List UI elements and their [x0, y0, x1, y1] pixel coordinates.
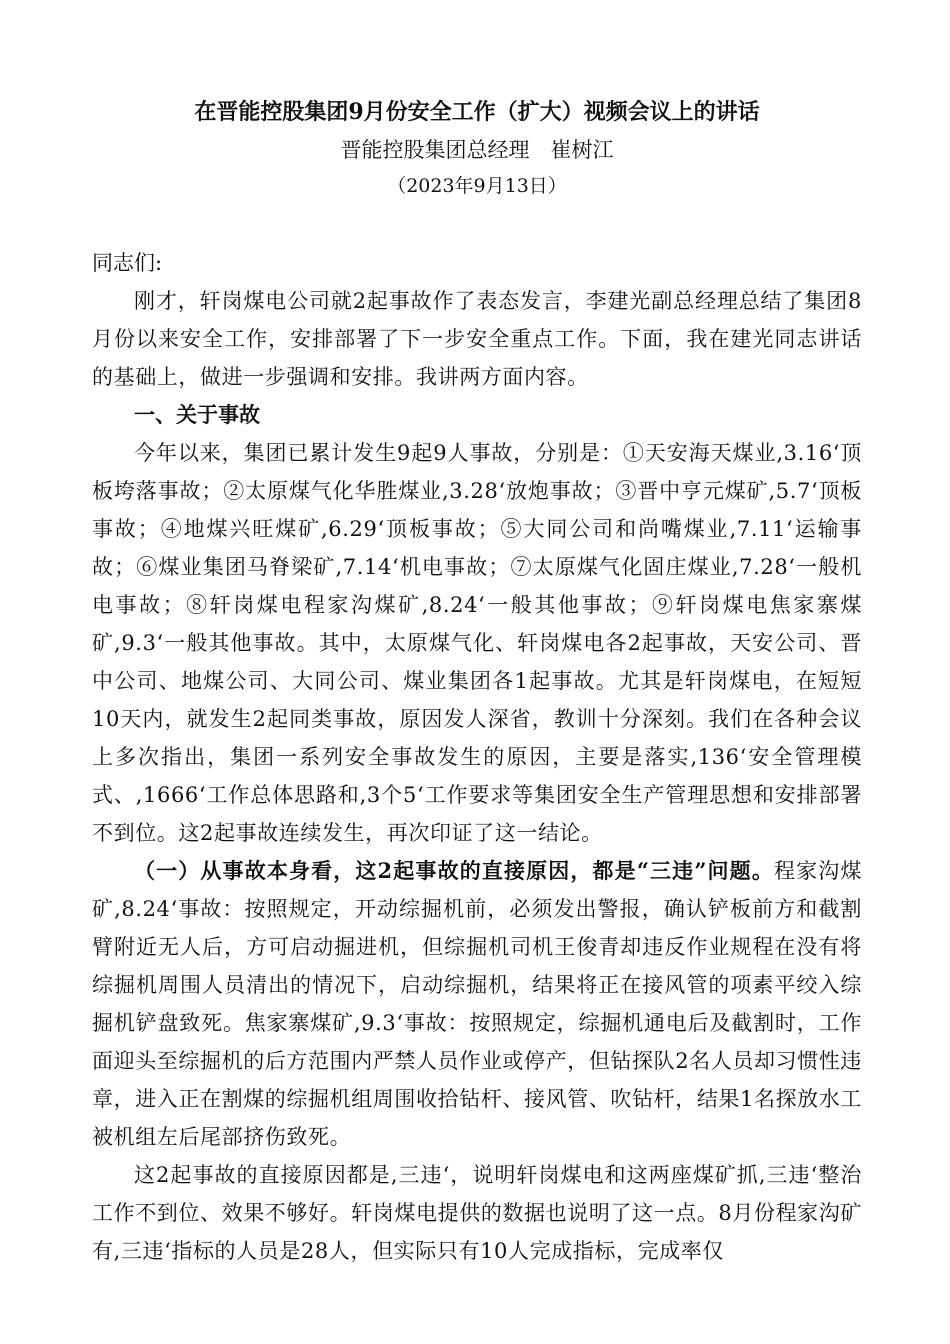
document-page	[92, 92, 862, 1270]
document-title: 在晋能控股集团9月份安全工作（扩大）视频会议上的讲话	[194, 99, 760, 125]
paragraph-direct-causes	[92, 852, 862, 1156]
section-heading-accidents: 一、关于事故	[134, 402, 260, 427]
paragraph-three-violations: 这2起事故的直接原因都是,三违‘，说明轩岗煤电和这两座煤矿抓,三违‘整治工作不到位、效果不够好。轩岗煤电提供的数据也说明了这一点。8月份程家沟矿有,三违‘指标的人员是28人，但实际只有10人完成指标，完成率仅	[92, 1163, 862, 1263]
paragraph-intro: 刚才，轩岗煤电公司就2起事故作了表态发言，李建光副总经理总结了集团8月份以来安全工作，安排部署了下一步安全重点工作。下面，我在建光同志讲话的基础上，做进一步强调和安排。我讲两方面内容。	[92, 289, 862, 389]
paragraph-direct-causes-body: 程家沟煤矿,8.24‘事故：按照规定，开动综掘机前，必须发出警报，确认铲板前方和截割臂附近无人后，方可启动掘进机，但综掘机司机王俊青却违反作业规程在没有将综掘机周围人员清出的情况下，启动综掘机，结果将正在接风管的项素平绞入综掘机铲盘致死。焦家寨煤矿,9.3‘事故：按照规定，综掘机通电后及截割时，工作面迎头至综掘机的后方范围内严禁人员作业或停产，但钻探队2名人员却习惯性违章，进入正在割煤的综掘机组周围收拾钻杆、接风管、吹钻杆，结果1名探放水工被机组左后尾部挤伤致死。	[92, 859, 862, 1149]
paragraph-accident-list: 今年以来，集团已累计发生9起9人事故，分别是：①天安海天煤业,3.16‘顶板垮落事故；②太原煤气化华胜煤业,3.28‘放炮事故；③晋中亨元煤矿,5.7‘顶板事故；④地煤兴旺煤矿,6.29‘顶板事故；⑤大同公司和尚嘴煤业,7.11‘运输事故；⑥煤业集团马脊梁矿,7.14‘机电事故；⑦太原煤气化固庄煤业,7.28‘一般机电事故；⑧轩岗煤电程家沟煤矿,8.24‘一般其他事故；⑨轩岗煤电焦家寨煤矿,9.3‘一般其他事故。其中，太原煤气化、轩岗煤电各2起事故，天安公司、晋中公司、地煤公司、大同公司、煤业集团各1起事故。尤其是轩岗煤电，在短短10天内，就发生2起同类事故，原因发人深省，教训十分深刻。我们在各种会议上多次指出，集团一系列安全事故发生的原因，主要是落实,136‘安全管理模式、,1666‘工作总体思路和,3个5‘工作要求等集团安全生产管理思想和安排部署不到位。这2起事故连续发生，再次印证了这一结论。	[92, 441, 862, 845]
speaker-line: 晋能控股集团总经理 崔树江	[340, 138, 614, 162]
subsection-heading-direct-cause: （一）从事故本身看，这2起事故的直接原因，都是“三违”问题。	[134, 858, 774, 883]
greeting: 同志们:	[92, 251, 163, 275]
speech-date: （2023年9月13日）	[387, 175, 567, 197]
